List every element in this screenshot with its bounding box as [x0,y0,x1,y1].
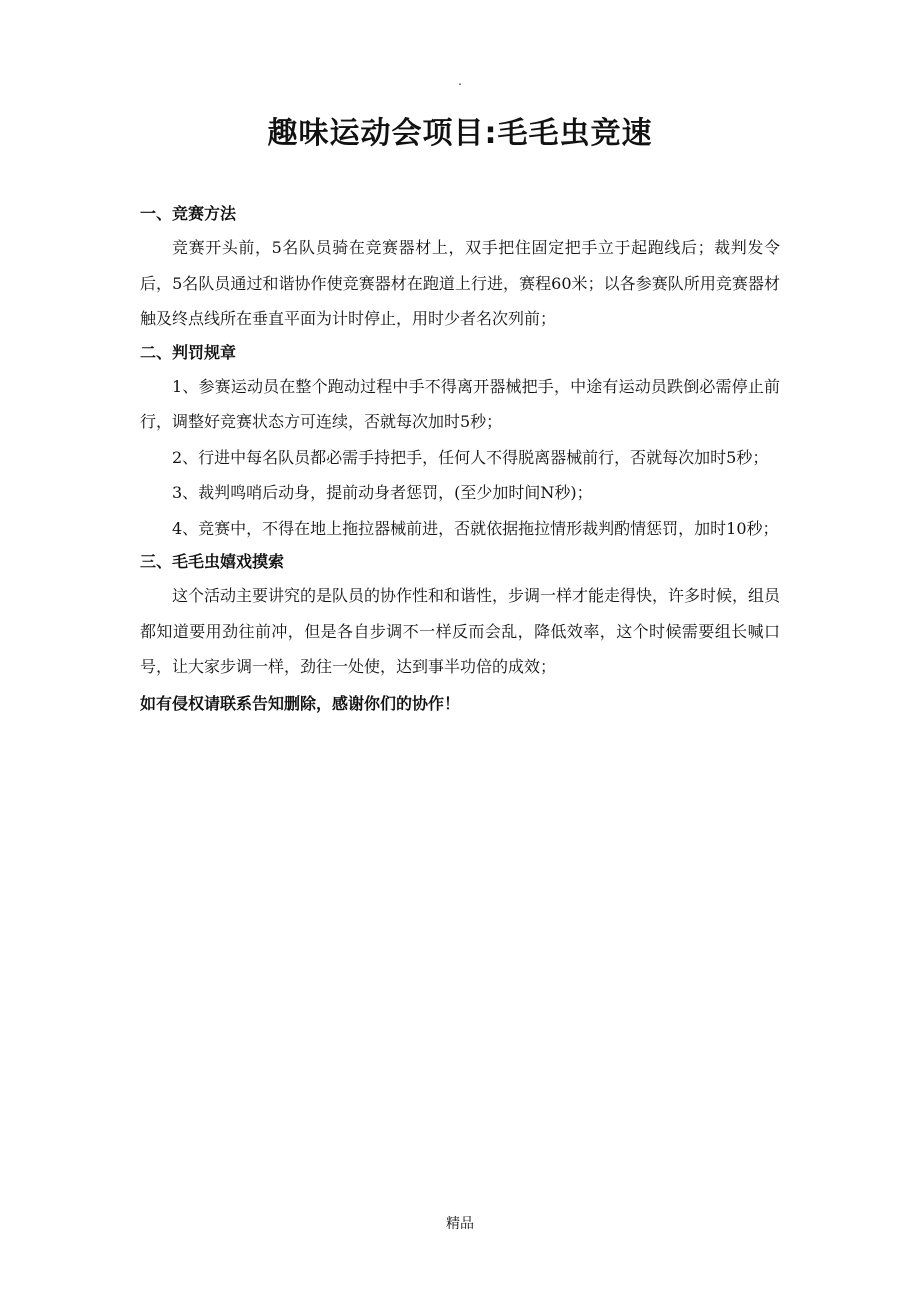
section-heading: 三、毛毛虫嬉戏摸索 [140,552,285,571]
paragraph: 这个活动主要讲究的是队员的协作性和和谐性，步调一样才能走得快，许多时候，组员都知道要用劲往前冲，但是各自步调不一样反而会乱，降低效率，这个时候需要组长喊口号，让大家步调一样，劲往一处使，达到事半功倍的成效； [140,586,781,676]
paragraph: 4、竞赛中，不得在地上拖拉器械前进，否就依据拖拉情形裁判酌情惩罚，加时10秒； [172,518,779,538]
footer-label: 精品 [446,1216,474,1232]
paragraph: 3、裁判鸣哨后动身，提前动身者惩罚，(至少加时间N秒)； [172,483,593,502]
section-competition-method [140,198,780,337]
section-heading: 二、判罚规章 [140,342,237,362]
paragraph: 2、行进中每名队员都必需手持把手，任何人不得脱离器械前行，否就每次加时5秒； [172,447,769,467]
header-mark: . [458,74,462,88]
section-caterpillar-game [140,546,780,685]
document-body [140,198,780,721]
section-heading: 一、竞赛方法 [140,204,237,223]
paragraph: 竞赛开头前，5名队员骑在竞赛器材上，双手把住固定把手立于起跑线后；裁判发令后，5名队员通过和谐协作使竞赛器材在跑道上行进，赛程60米；以各参赛队所用竞赛器材触及终点线所在垂直平面为计时停止，用时少者名次列前； [140,238,780,328]
copyright-notice: 如有侵权请联系告知删除，感谢你们的协作！ [140,693,461,713]
section-penalty-rules [140,337,780,547]
paragraph: 1、参赛运动员在整个跑动过程中手不得离开器械把手，中途有运动员跌倒必需停止前行，调整好竞赛状态方可连续，否就每次加时5秒； [140,376,780,431]
document-title: 趣味运动会项目:毛毛虫竞速 [267,116,653,151]
